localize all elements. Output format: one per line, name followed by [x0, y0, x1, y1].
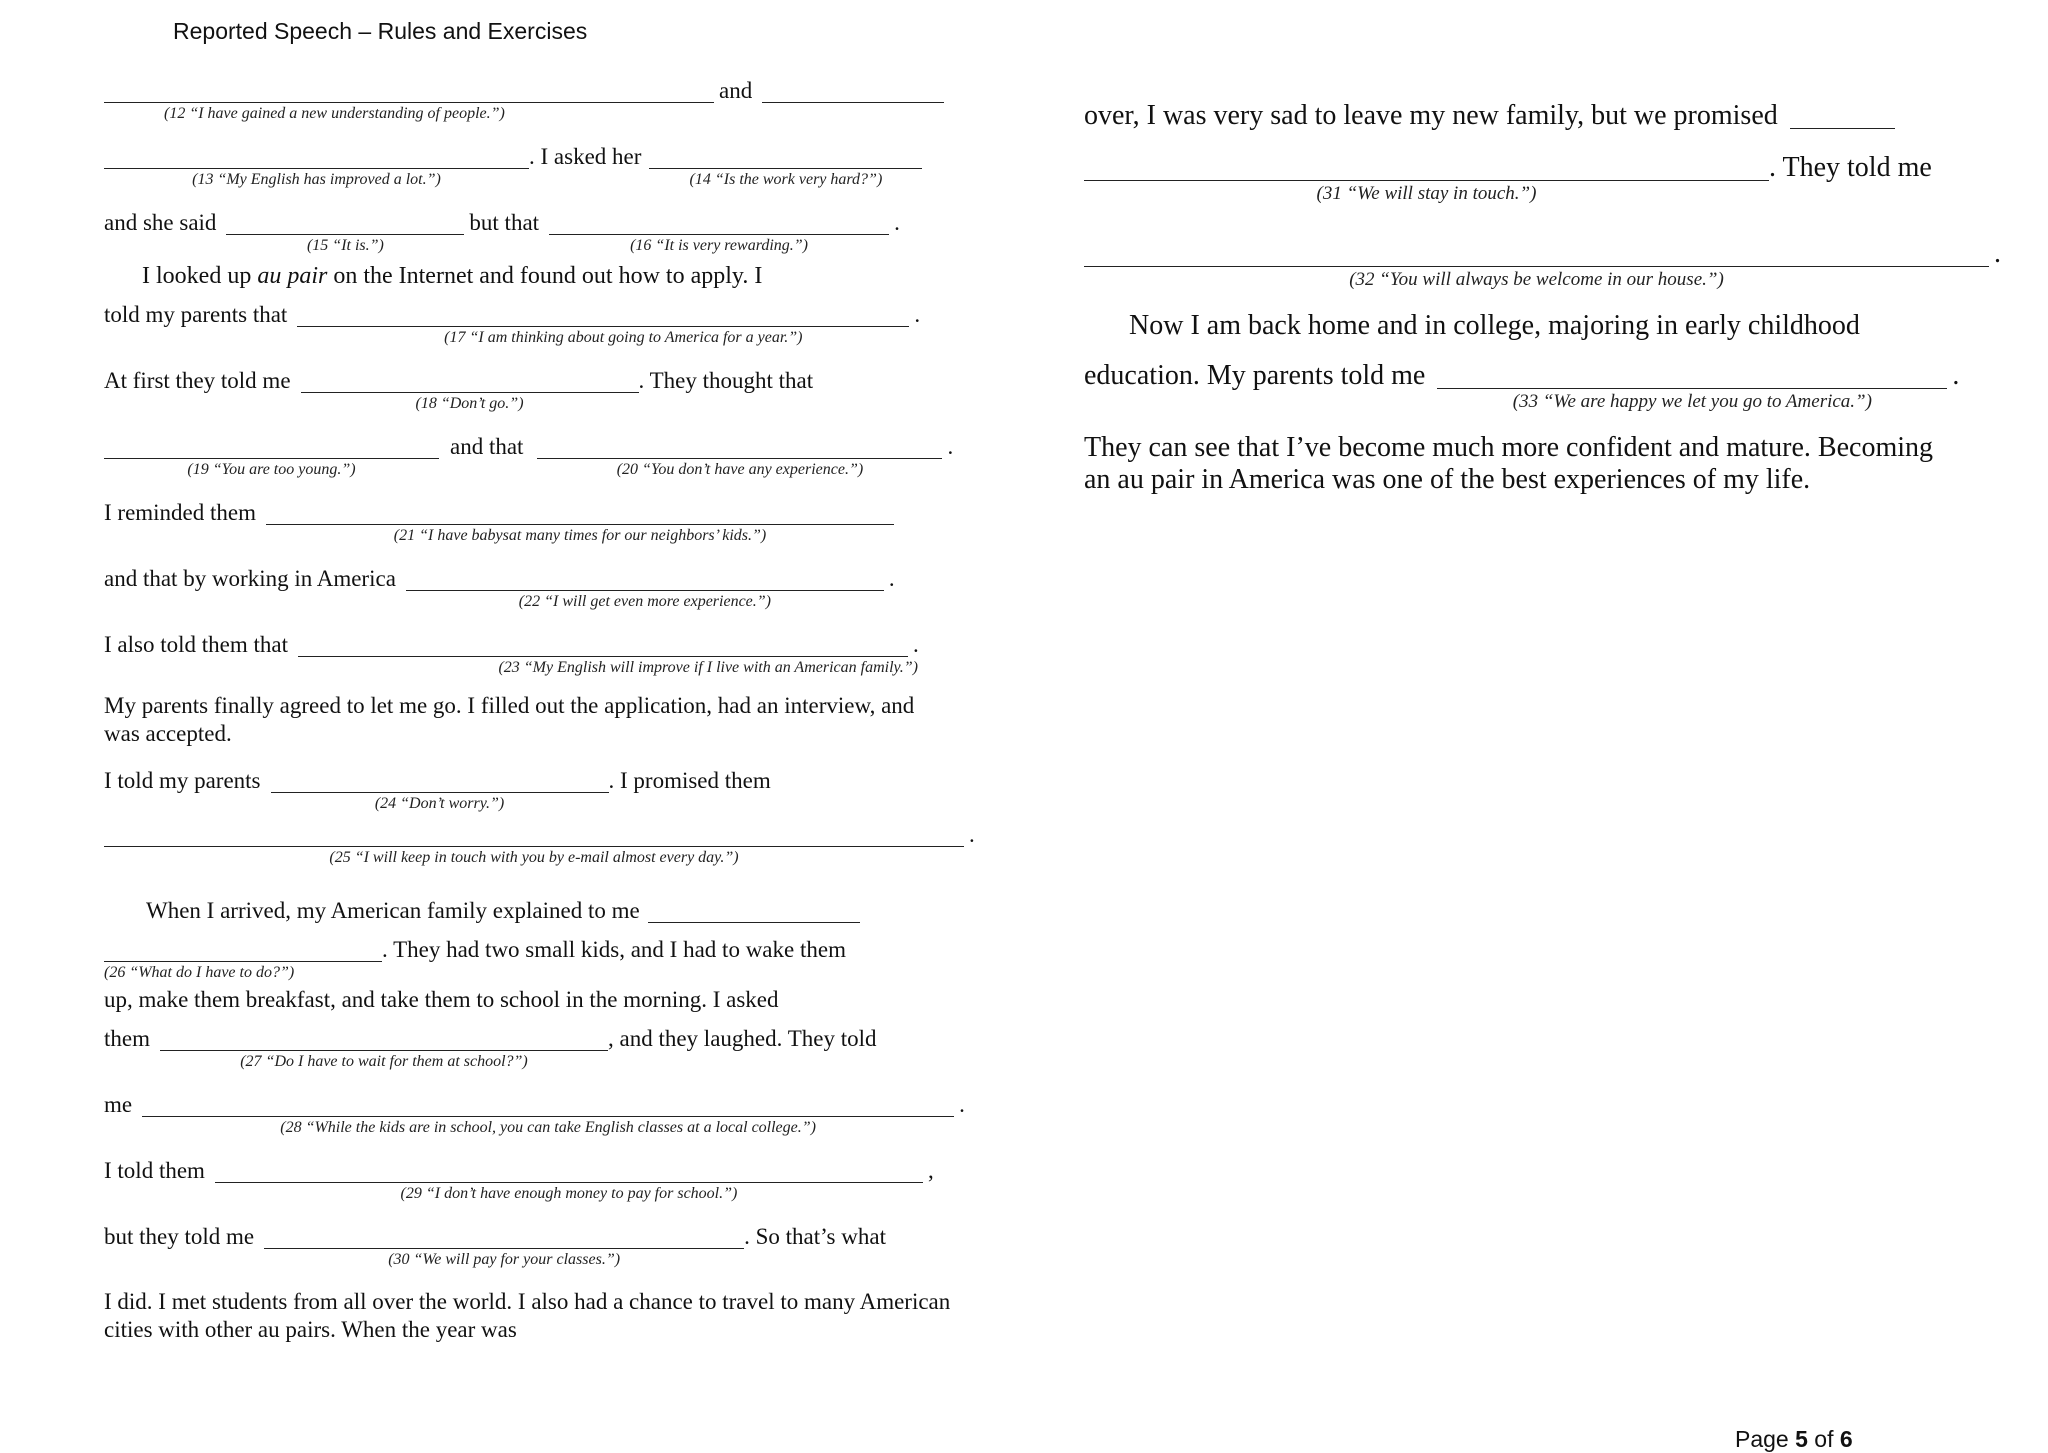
page-label: Page [1735, 1426, 1796, 1452]
paragraph-students: I did. I met students from all over the world. I also had a chance to travel to many American cities with other au pairs. When the year was [104, 1289, 951, 1342]
hint-16: (16 “It is very rewarding.”) [630, 237, 809, 254]
answer-blank-26a[interactable] [648, 896, 860, 923]
line-text: I reminded them [104, 500, 257, 525]
line-text: . I asked her [529, 144, 642, 169]
hint-17: (17 “I am thinking about going to America for a year.”) [444, 329, 803, 346]
hint-12: (12 “I have gained a new understanding of people.”) [164, 105, 505, 122]
answer-blank-20[interactable] [537, 432, 942, 478]
line-text: . They thought that [638, 368, 814, 393]
page-total: 6 [1839, 1426, 1853, 1452]
exercise-line-29 [104, 1156, 934, 1202]
line-text: When I arrived, my American family explained to me [146, 898, 640, 923]
page-current: 5 [1795, 1426, 1808, 1452]
answer-blank-26[interactable] [104, 935, 382, 981]
exercise-line-28 [104, 1090, 965, 1136]
hint-33: (33 “We are happy we let you go to America.”) [1512, 391, 1872, 412]
answer-blank-16[interactable] [549, 208, 889, 254]
line-text: . [1952, 360, 1960, 391]
line-text: . They told me [1769, 152, 1932, 183]
paragraph-conclusion: They can see that I’ve become much more confident and mature. Becoming an au pair in America was one of the best experiences of my life. [1084, 432, 1933, 496]
paragraph-back-home: Now I am back home and in college, majoring in early childhood [1129, 310, 1860, 341]
exercise-line-27 [104, 1024, 877, 1070]
answer-blank-22[interactable] [406, 564, 884, 610]
answer-blank-27[interactable] [160, 1024, 608, 1070]
para-text: I looked up [142, 263, 258, 289]
exercise-line-21 [104, 498, 899, 544]
answer-blank-24[interactable] [271, 766, 609, 812]
line-text: . They had two small kids, and I had to wake them [382, 937, 846, 962]
hint-24: (24 “Don’t worry.”) [374, 795, 505, 812]
exercise-line-18 [104, 366, 814, 412]
answer-blank-31a[interactable] [1790, 98, 1895, 129]
answer-blank-32[interactable] [1084, 236, 1989, 290]
exercise-line-33 [1084, 358, 1960, 412]
line-text: and she said [104, 210, 217, 235]
hint-32: (32 “You will always be welcome in our house.”) [1349, 269, 1724, 290]
line-text: them [104, 1026, 150, 1051]
line-text: , [927, 1158, 934, 1183]
paragraph-au-pair [142, 262, 992, 291]
answer-blank-29[interactable] [215, 1156, 923, 1202]
exercise-line-32 [1084, 236, 2001, 290]
paragraph-breakfast: up, make them breakfast, and take them to school in the morning. I asked [104, 987, 779, 1012]
answer-blank-14[interactable] [649, 142, 922, 188]
answer-blank-23[interactable] [298, 630, 918, 676]
answer-blank-13[interactable] [104, 142, 529, 188]
line-text: I told my parents [104, 768, 261, 793]
line-text: . [894, 210, 900, 235]
line-text: . [947, 434, 954, 459]
answer-blank-12[interactable] [104, 76, 714, 122]
answer-blank-15[interactable] [226, 208, 464, 254]
answer-blank-21[interactable] [266, 498, 894, 544]
line-text: and [719, 78, 753, 103]
exercise-line-30 [104, 1222, 886, 1268]
answer-blank-33[interactable] [1437, 358, 1947, 412]
exercise-line-23 [104, 630, 919, 676]
exercise-line-15 [104, 208, 900, 254]
hint-30: (30 “We will pay for your classes.”) [388, 1251, 621, 1268]
answer-blank-12b[interactable] [762, 76, 944, 103]
hint-14: (14 “Is the work very hard?”) [689, 171, 883, 188]
answer-blank-19[interactable] [104, 432, 439, 478]
line-text: I also told them that [104, 632, 288, 657]
paragraph-agreed: My parents finally agreed to let me go. I filled out the application, had an interview, and was accepted. [104, 693, 915, 746]
hint-22: (22 “I will get even more experience.”) [518, 593, 772, 610]
para-text: on the Internet and found out how to apply. I [327, 263, 763, 289]
exercise-line-25 [104, 820, 975, 866]
line-text: . [914, 302, 921, 327]
line-text: me [104, 1092, 133, 1117]
hint-18: (18 “Don’t go.”) [415, 395, 524, 412]
answer-blank-31[interactable] [1084, 150, 1769, 204]
hint-15: (15 “It is.”) [306, 237, 384, 254]
line-text: I told them [104, 1158, 205, 1183]
exercise-line-24 [104, 766, 771, 812]
answer-blank-25[interactable] [104, 820, 964, 866]
hint-23: (23 “My English will improve if I live with an American family.”) [498, 659, 918, 676]
line-text: over, I was very sad to leave my new family, but we promised [1084, 100, 1778, 131]
exercise-line-31a [1084, 98, 1900, 132]
exercise-line-22 [104, 564, 895, 610]
page-number [1735, 1426, 1853, 1453]
answer-blank-17[interactable] [297, 300, 909, 346]
line-text: told my parents that [104, 302, 288, 327]
hint-31: (31 “We will stay in touch.”) [1316, 183, 1537, 204]
hint-29: (29 “I don’t have enough money to pay for school.”) [400, 1185, 738, 1202]
line-text: and that by working in America [104, 566, 396, 591]
exercise-line-19 [104, 432, 954, 478]
line-text: and that [450, 434, 524, 459]
hint-19: (19 “You are too young.”) [187, 461, 356, 478]
line-text: but they told me [104, 1224, 255, 1249]
answer-blank-28[interactable] [142, 1090, 954, 1136]
line-text: At first they told me [104, 368, 291, 393]
exercise-line-31 [1084, 150, 1932, 204]
exercise-line-17 [104, 300, 921, 346]
exercise-line-26 [104, 935, 846, 981]
hint-28: (28 “While the kids are in school, you can take English classes at a local college.”) [280, 1119, 816, 1136]
hint-25: (25 “I will keep in touch with you by e-mail almost every day.”) [329, 849, 739, 866]
line-text: . [888, 566, 895, 591]
line-text: . [959, 1092, 965, 1117]
line-text: , and they laughed. They told [608, 1026, 877, 1051]
exercise-line-13 [104, 142, 927, 188]
line-text: . I promised them [608, 768, 771, 793]
exercise-line-arrived [146, 896, 865, 924]
line-text: . [912, 632, 919, 657]
page-of: of [1807, 1426, 1840, 1452]
page-header-title: Reported Speech – Rules and Exercises [173, 18, 588, 44]
hint-27: (27 “Do I have to wait for them at school?”) [240, 1053, 528, 1070]
answer-blank-18[interactable] [301, 366, 639, 412]
exercise-line-12 [104, 76, 949, 122]
line-text: . [1994, 238, 2001, 269]
hint-21: (21 “I have babysat many times for our neighbors’ kids.”) [393, 527, 767, 544]
line-text: but that [469, 210, 540, 235]
line-text: . [969, 822, 975, 847]
hint-13: (13 “My English has improved a lot.”) [192, 171, 441, 188]
hint-20: (20 “You don’t have any experience.”) [616, 461, 864, 478]
line-text: . So that’s what [744, 1224, 886, 1249]
para-em: au pair [257, 263, 328, 289]
hint-26: (26 “What do I have to do?”) [104, 964, 295, 981]
answer-blank-30[interactable] [264, 1222, 744, 1268]
line-text: education. My parents told me [1084, 360, 1426, 391]
